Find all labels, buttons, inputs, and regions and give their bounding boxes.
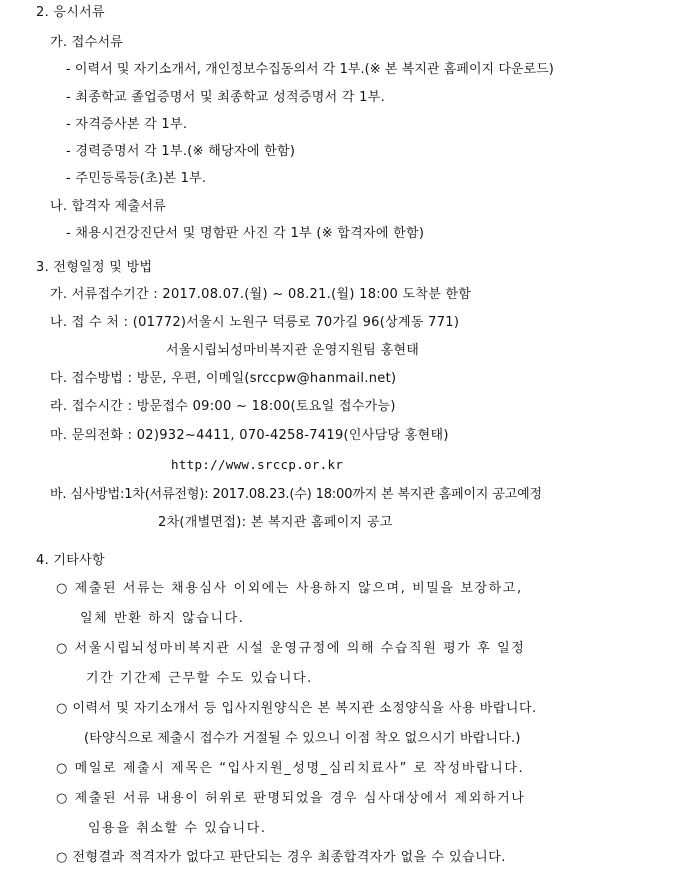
notice-item-continued: (타양식으로 제출시 접수가 거절될 수 있으니 이점 착오 없으시기 바랍니다.) [84, 731, 521, 746]
application-method: 다. 접수방법 : 방문, 우편, 이메일(srccpw@hanmail.net) [50, 371, 397, 386]
review-stage-2: 2차(개별면접): 본 복지관 홈페이지 공고 [158, 515, 393, 530]
section-2b-title: 나. 합격자 제출서류 [50, 199, 167, 214]
notice-item: ○ 이력서 및 자기소개서 등 입사지원양식은 본 복지관 소정양식을 사용 바랍니다. [56, 701, 537, 716]
notice-item: ○ 전형결과 적격자가 없다고 판단되는 경우 최종합격자가 없을 수 있습니다. [56, 850, 506, 865]
notice-item-continued: 일체 반환 하지 않습니다. [80, 611, 245, 626]
section-3-title: 3. 전형일정 및 방법 [36, 260, 153, 275]
list-item: - 주민등록등(초)본 1부. [66, 171, 207, 186]
notice-item: ○ 서울시립뇌성마비복지관 시설 운영규정에 의해 수습직원 평가 후 일정 [56, 641, 526, 656]
notice-item: ○ 제출된 서류 내용이 허위로 판명되었을 경우 심사대상에서 제외하거나 [56, 791, 526, 806]
application-period: 가. 서류접수기간 : 2017.08.07.(월) ~ 08.21.(월) 18:00 도착분 한함 [50, 287, 472, 302]
notice-item: ○ 제출된 서류는 채용심사 이외에는 사용하지 않으며, 비밀을 보장하고, [56, 581, 523, 596]
section-2-title: 2. 응시서류 [36, 5, 105, 20]
contact-phone: 마. 문의전화 : 02)932~4411, 070-4258-7419(인사담당 홍현태) [50, 428, 449, 443]
list-item: - 이력서 및 자기소개서, 개인정보수집동의서 각 1부.(※ 본 복지관 홈페이지 다운로드) [66, 62, 554, 77]
list-item: - 채용시건강진단서 및 명함판 사진 각 1부 (※ 합격자에 한함) [66, 226, 425, 241]
application-address: 나. 접 수 처 : (01772)서울시 노원구 덕릉로 70가길 96(상계동 771) [50, 315, 460, 330]
application-address-recipient: 서울시립뇌성마비복지관 운영지원팀 홍현태 [166, 343, 420, 358]
section-4-title: 4. 기타사항 [36, 553, 105, 568]
notice-item: ○ 메일로 제출시 제목은 “입사지원_성명_심리치료사” 로 작성바랍니다. [56, 761, 525, 776]
application-hours: 라. 접수시간 : 방문접수 09:00 ~ 18:00(토요일 접수가능) [50, 399, 396, 414]
list-item: - 자격증사본 각 1부. [66, 117, 188, 132]
section-2a-title: 가. 접수서류 [50, 35, 124, 50]
list-item: - 경력증명서 각 1부.(※ 해당자에 한함) [66, 144, 296, 159]
review-stage-1: 바. 심사방법:1차(서류전형): 2017.08.23.(수) 18:00까지 본 복지관 홈페이지 공고예정 [50, 487, 542, 502]
list-item: - 최종학교 졸업증명서 및 최종학교 성적증명서 각 1부. [66, 90, 386, 105]
notice-item-continued: 기간 기간제 근무할 수도 있습니다. [86, 671, 313, 686]
notice-item-continued: 임용을 취소할 수 있습니다. [88, 821, 267, 836]
website-link[interactable]: http://www.srccp.or.kr [171, 457, 344, 472]
